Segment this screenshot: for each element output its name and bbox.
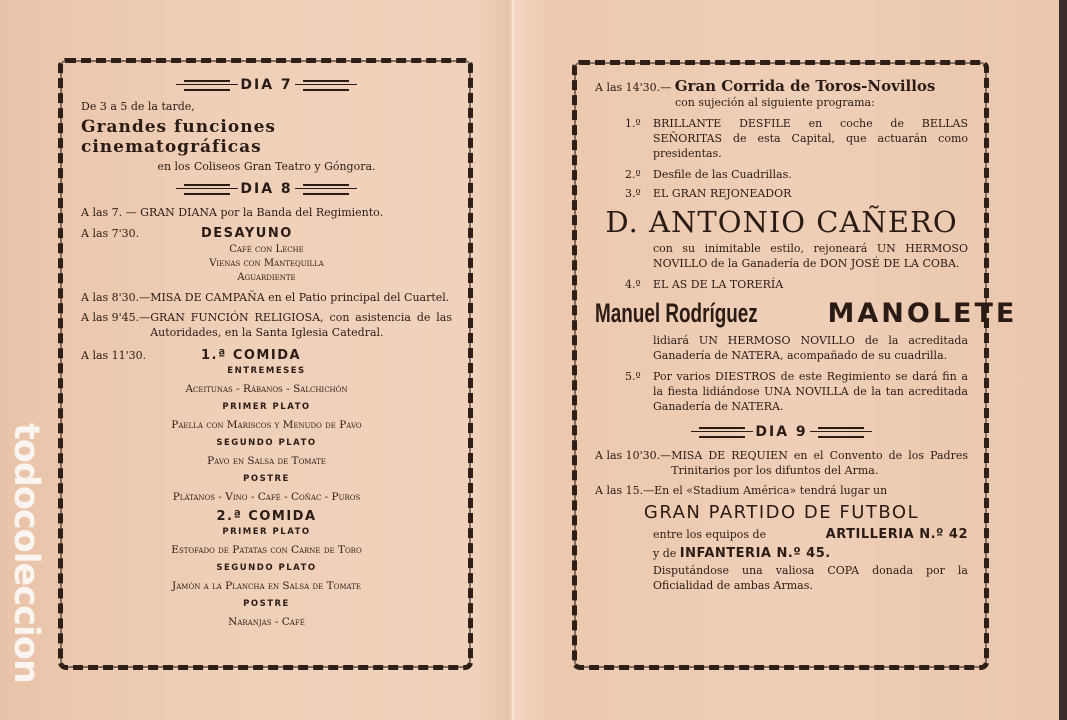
ornament-rule-icon bbox=[303, 80, 349, 91]
dia7-label: DIA 7 bbox=[240, 77, 293, 93]
team-line-2: y de INFANTERIA N.º 45. bbox=[653, 546, 831, 561]
watermark-logo: todocoleccion bbox=[6, 423, 46, 683]
ornament-rule-icon bbox=[184, 80, 230, 91]
ornament-rule-icon bbox=[818, 427, 864, 438]
event-comida1: A las 11'30. 1.ª COMIDA bbox=[81, 348, 302, 363]
corrida-heading: A las 14'30.— Gran Corrida de Toros-Novillos bbox=[595, 77, 936, 95]
team-infanteria: INFANTERIA N.º 45. bbox=[679, 546, 831, 561]
right-panel-content bbox=[595, 77, 1018, 593]
ornament-rule-icon bbox=[303, 184, 349, 195]
program-item-3: 3.º EL GRAN REJONEADOR bbox=[625, 187, 792, 200]
ornament-rule-icon bbox=[699, 427, 745, 438]
team-line-1: entre los equipos de ARTILLERIA N.º 42 bbox=[653, 527, 968, 542]
dia8-heading bbox=[81, 181, 452, 197]
program-item-4: 4.º EL AS DE LA TORERÍA bbox=[625, 278, 784, 291]
event-misa-campana: A las 8'30.— MISA DE CAMPAÑA en el Patio principal del Cuartel. bbox=[81, 291, 450, 304]
ornament-rule-icon bbox=[184, 184, 230, 195]
left-panel-content bbox=[81, 77, 452, 632]
corrida-subtitle: con sujeción al siguiente programa: bbox=[675, 96, 875, 109]
dia7-title: Grandes funciones cinematográficas bbox=[81, 117, 276, 157]
futbol-title: GRAN PARTIDO DE FUTBOL bbox=[643, 502, 920, 523]
dia9-heading bbox=[595, 424, 968, 440]
comida1-menu: ENTREMESES Aceitunas - Rábanos - Salchichón PRIMER PLATO Paella con Mariscos y Menudo de Pavo SEGUNDO PLATO Pavo en Salsa de Tomate POSTRE Plátanos - Vino - Café - Coñac - Puros bbox=[171, 366, 362, 503]
copa-text: Disputándose una valiosa COPA donada por la Oficialidad de ambas Armas. bbox=[653, 564, 968, 592]
dia7-time: De 3 a 5 de la tarde, bbox=[81, 100, 195, 113]
event-diana: A las 7. — GRAN DIANA por la Banda del Regimiento. bbox=[81, 206, 384, 219]
torero-name bbox=[595, 298, 1018, 329]
event-funcion-religiosa: A las 9'45.— GRAN FUNCIÓN RELIGIOSA, con asistencia de las Autoridades, en la Santa Iglesia Catedral. bbox=[81, 311, 452, 339]
dia8-label: DIA 8 bbox=[240, 181, 293, 197]
paper-edge bbox=[1059, 0, 1067, 720]
desayuno-menu: Café con Leche Vienas con Mantequilla Aguardiente bbox=[209, 244, 324, 283]
torero-nickname: MANOLETE bbox=[827, 298, 1018, 329]
torero-first-name: Manuel Rodríguez bbox=[595, 298, 758, 328]
dia9-label: DIA 9 bbox=[755, 424, 808, 440]
left-panel-border bbox=[58, 58, 473, 670]
fold-crease bbox=[512, 0, 514, 720]
corrida-title: Gran Corrida de Toros-Novillos bbox=[674, 77, 936, 95]
dia7-venue: en los Coliseos Gran Teatro y Góngora. bbox=[157, 160, 376, 173]
program-item-2: 2.º Desfile de las Cuadrillas. bbox=[625, 168, 792, 181]
futbol-teams bbox=[595, 525, 968, 563]
right-panel-border bbox=[572, 60, 1018, 670]
rejoneador-name: D. ANTONIO CAÑERO bbox=[605, 205, 958, 239]
event-desayuno: A las 7'30. DESAYUNO bbox=[81, 226, 293, 241]
rejoneador-desc: con su inimitable estilo, rejoneará UN HERMOSO NOVILLO de la Ganadería de DON JOSÉ DE LA COBA. bbox=[653, 242, 968, 270]
dia7-heading bbox=[81, 77, 452, 93]
program-item-1: 1.º BRILLANTE DESFILE en coche de BELLAS SEÑORITAS de esta Capital, que actuarán como presidentas. bbox=[625, 117, 968, 160]
program-item-5: 5.º Por varios DIESTROS de este Regimiento se dará fin a la fiesta lidiándose UNA NOVILLA de la tan acreditada Ganadería de NATERA. bbox=[625, 370, 968, 413]
torero-desc: lidiará UN HERMOSO NOVILLO de la acreditada Ganadería de NATERA, acompañado de su cuadrilla. bbox=[653, 334, 968, 362]
event-misa-requien: A las 10'30.— MISA DE REQUIEN en el Convento de los Padres Trinitarios por los difuntos del Arma. bbox=[595, 449, 968, 477]
comida2-menu: 2.ª COMIDA PRIMER PLATO Estofado de Patatas con Carne de Toro SEGUNDO PLATO Jamón a la Plancha en Salsa de Tomate POSTRE Naranjas - Café bbox=[171, 509, 362, 628]
team-artilleria: ARTILLERIA N.º 42 bbox=[825, 527, 968, 542]
event-futbol: A las 15.— En el «Stadium América» tendrá lugar un bbox=[595, 484, 888, 497]
